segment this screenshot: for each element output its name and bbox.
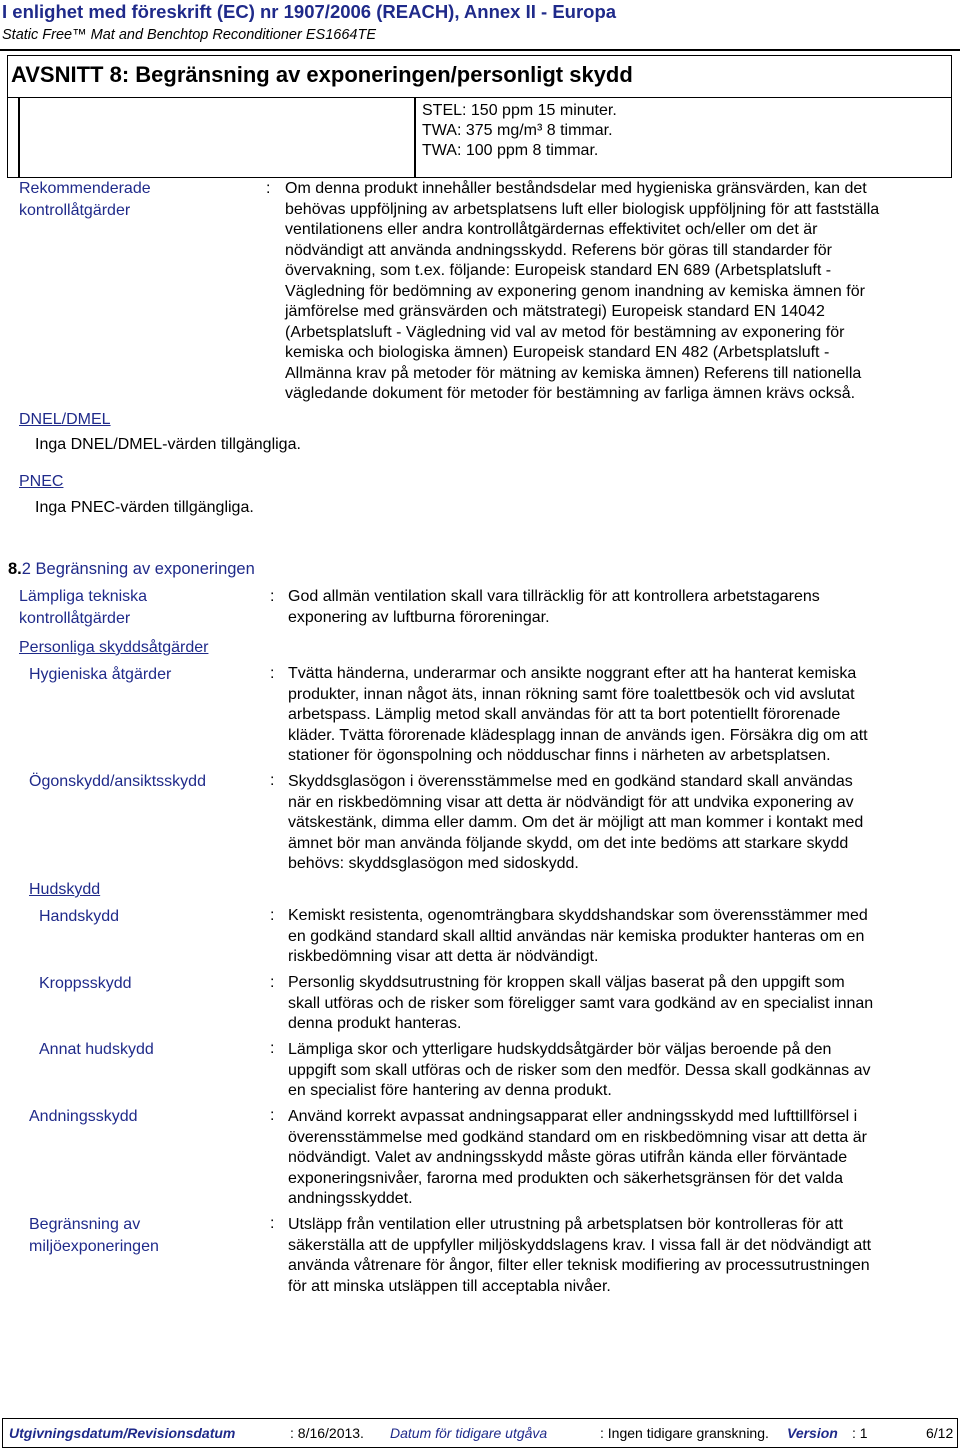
text-line: en godkänd standard skall alltid användas när kemiska produkter hanteras om en xyxy=(288,927,865,945)
dnel-text: Inga DNEL/DMEL-värden tillgängliga. xyxy=(35,436,301,453)
text-line: använda våtrenare för ångor, filter eller teknisk modifiering av processutrustningen xyxy=(288,1257,870,1274)
rekommenderade-label-line1: Rekommenderade xyxy=(19,180,151,197)
text-line: skall utföras och de risker som föreligger samt vara godkänd av en specialist innan xyxy=(288,994,874,1012)
miljo-label-line2: miljöexponeringen xyxy=(29,1237,159,1255)
footer-prev-label: Datum för tidigare utgåva xyxy=(390,1425,548,1441)
ogonskydd-colon: : xyxy=(270,772,275,789)
kroppsskydd-colon: : xyxy=(270,974,275,991)
text-line: Skyddsglasögon i överensstämmelse med en godkänd standard skall användas xyxy=(288,773,853,790)
document-header-title: I enlighet med föreskrift (EC) nr 1907/2006 (REACH), Annex II - Europa xyxy=(2,1,617,22)
miljo-label xyxy=(29,1214,159,1257)
lampliga-text xyxy=(288,587,820,628)
header-rule xyxy=(0,49,960,51)
text-line: kläder. Tvätta förorenade klädesplagg innan de används igen. Försäkra dig om att xyxy=(288,726,868,744)
twa-value-2: TWA: 100 ppm 8 timmar. xyxy=(422,142,599,159)
text-line: överensstämmelse med godkänd standard om en riskbedömning visar att detta är xyxy=(288,1128,867,1146)
footer-date-value: : 8/16/2013. xyxy=(290,1425,364,1441)
stel-value: STEL: 150 ppm 15 minuter. xyxy=(422,102,617,119)
rekommenderade-text xyxy=(285,179,879,405)
subsection-title-text: 2 Begränsning av exponeringen xyxy=(21,560,255,578)
miljo-text xyxy=(288,1215,871,1297)
ogonskydd-text xyxy=(288,772,863,875)
text-line: behövas uppföljning av arbetsplatsens luft eller biologisk uppföljning för att fastställa xyxy=(285,200,880,218)
twa-value-1: TWA: 375 mg/m³ 8 timmar. xyxy=(422,122,613,139)
subsection-8-2-title xyxy=(8,560,255,579)
dnel-label: DNEL/DMEL xyxy=(19,411,111,428)
text-line: exponering av luftburna föroreningar. xyxy=(288,608,550,626)
section-title: AVSNITT 8: Begränsning av exponeringen/personligt skydd xyxy=(11,62,633,87)
andningsskydd-text xyxy=(288,1107,867,1210)
lampliga-label xyxy=(19,586,147,629)
text-line: Kemiskt resistenta, ogenomträngbara skyddshandskar som överensstämmer med xyxy=(288,907,868,924)
text-line: Utsläpp från ventilation eller utrustning på arbetsplatsen bör kontrolleras för att xyxy=(288,1216,843,1233)
text-line: jämförelse med gränsvärden och mätstrategi) Europeisk standard EN 14042 xyxy=(285,303,825,320)
text-line: säkerställa att de uppfyller miljöskyddslagens krav. I vissa fall är det nödvändigt att xyxy=(288,1236,872,1254)
exposure-values xyxy=(422,101,617,161)
hygieniska-label: Hygieniska åtgärder xyxy=(29,666,172,683)
text-line: uppgift som skall utföras och de risker som den medför. Dessa skall godkännas av xyxy=(288,1061,871,1079)
text-line: behövs: skyddsglasögon med sidoskydd. xyxy=(288,855,579,872)
text-line: (Arbetsplatsluft - Vägledning vid val av metod för bestämning av exponering för xyxy=(285,323,845,341)
ogonskydd-label: Ögonskydd/ansiktsskydd xyxy=(29,773,206,790)
footer-version-value: : 1 xyxy=(852,1425,868,1441)
handskydd-colon: : xyxy=(270,907,275,924)
text-line: Tvätta händerna, underarmar och ansikte noggrant efter att ha hanterat kemiska xyxy=(288,665,857,682)
subsection-prefix: 8. xyxy=(8,560,22,578)
text-line: riskbedömning visar att detta är nödvändigt. xyxy=(288,948,599,965)
text-line: ämnet bör man använda följande skydd, om det inte bedöms att starkare skydd xyxy=(288,834,849,852)
text-line: andningsskyddet. xyxy=(288,1190,413,1207)
text-line: arbetspass. Lämplig metod skall användas för att ta bort potentiellt förorenade xyxy=(288,706,841,723)
text-line: exponeringsnivåer, farorna med produkten och säkerhetsgränsen för det valda xyxy=(288,1169,844,1187)
kroppsskydd-label: Kroppsskydd xyxy=(39,975,132,992)
product-name: Static Free™ Mat and Benchtop Reconditioner ES1664TE xyxy=(2,27,376,43)
personliga-label: Personliga skyddsåtgärder xyxy=(19,639,209,656)
lampliga-label-line2: kontrollåtgärder xyxy=(19,609,131,627)
text-line: vätskestänk, dimma eller damm. Om det är möjligt att man kommer i kontakt med xyxy=(288,814,864,831)
miljo-label-line1: Begränsning av xyxy=(29,1216,141,1233)
text-line: produkter, innan något äts, innan rökning samt före toalettbesök och vid avslutat xyxy=(288,685,855,703)
rekommenderade-colon: : xyxy=(266,180,271,197)
kroppsskydd-text xyxy=(288,973,873,1035)
footer-version-label: Version xyxy=(787,1425,838,1441)
text-line: vägledande dokument för metoder för bestämning av farliga ämnen krävs också. xyxy=(285,385,856,402)
pnec-label: PNEC xyxy=(19,473,64,490)
handskydd-text xyxy=(288,906,868,968)
pnec-text: Inga PNEC-värden tillgängliga. xyxy=(35,499,254,516)
text-line: Allmänna krav på metoder för mätning av kemiska ämnen) Referens till nationella xyxy=(285,364,862,382)
value-box-divider xyxy=(414,98,416,178)
text-line: Vägledning för bedömning av exponering genom inandning av kemiska ämnen för xyxy=(285,282,865,300)
footer-date-label: Utgivningsdatum/Revisionsdatum xyxy=(9,1425,236,1441)
miljo-colon: : xyxy=(270,1215,275,1232)
footer-prev-value: : Ingen tidigare granskning. xyxy=(600,1425,769,1441)
text-line: en specialist före hantering av denna produkt. xyxy=(288,1082,612,1099)
andningsskydd-label: Andningsskydd xyxy=(29,1108,138,1125)
hudskydd-label: Hudskydd xyxy=(29,881,101,898)
hygieniska-text xyxy=(288,664,868,767)
text-line: ventilationens eller andra kontrollåtgärdernas effektivitet och/eller om det är xyxy=(285,221,818,238)
text-line: Lämpliga skor och ytterligare hudskyddsåtgärder bör väljas beroende på den xyxy=(288,1041,832,1058)
footer-page-number: 6/12 xyxy=(926,1425,954,1441)
text-line: Använd korrekt avpassat andningsapparat eller andningsskydd med lufttillförsel i xyxy=(288,1108,858,1125)
text-line: nödvändigt att använda andningsskydd. Referens bör göras till standarder för xyxy=(285,241,833,259)
annat-hudskydd-colon: : xyxy=(270,1040,275,1057)
andningsskydd-colon: : xyxy=(270,1107,275,1124)
annat-hudskydd-label: Annat hudskydd xyxy=(39,1041,154,1058)
text-line: God allmän ventilation skall vara tillräcklig för att kontrollera arbetstagarens xyxy=(288,588,820,605)
rekommenderade-label-line2: kontrollåtgärder xyxy=(19,201,131,219)
text-line: när en riskbedömning visar att detta är nödvändigt för att undvika exponering av xyxy=(288,793,854,811)
text-line: för att minska utsläppen till acceptabla nivåer. xyxy=(288,1277,611,1295)
text-line: Personlig skyddsutrustning för kroppen skall väljas baserat på den uppgift som xyxy=(288,974,845,991)
lampliga-label-line1: Lämpliga tekniska xyxy=(19,588,148,605)
rekommenderade-label xyxy=(19,178,151,221)
handskydd-label: Handskydd xyxy=(39,908,120,925)
left-divider xyxy=(18,98,20,178)
text-line: nödvändigt. Valet av andningsskydd måste göras utifrån kända eller förväntade xyxy=(288,1149,848,1166)
text-line: kemiska och biologiska ämnen) Europeisk standard EN 482 (Arbetsplatsluft - xyxy=(285,344,830,361)
text-line: denna produkt hanteras. xyxy=(288,1015,462,1032)
text-line: övervakning, som t.ex. följande: Europeisk standard EN 689 (Arbetsplatsluft - xyxy=(285,262,832,279)
annat-hudskydd-text xyxy=(288,1040,871,1102)
hygieniska-colon: : xyxy=(270,665,275,682)
lampliga-colon: : xyxy=(270,588,275,605)
text-line: Om denna produkt innehåller beståndsdelar med hygieniska gränsvärden, kan det xyxy=(285,180,867,197)
text-line: stationer för ögonspolning och nödduschar finns i närheten av arbetsplatsen. xyxy=(288,747,831,764)
